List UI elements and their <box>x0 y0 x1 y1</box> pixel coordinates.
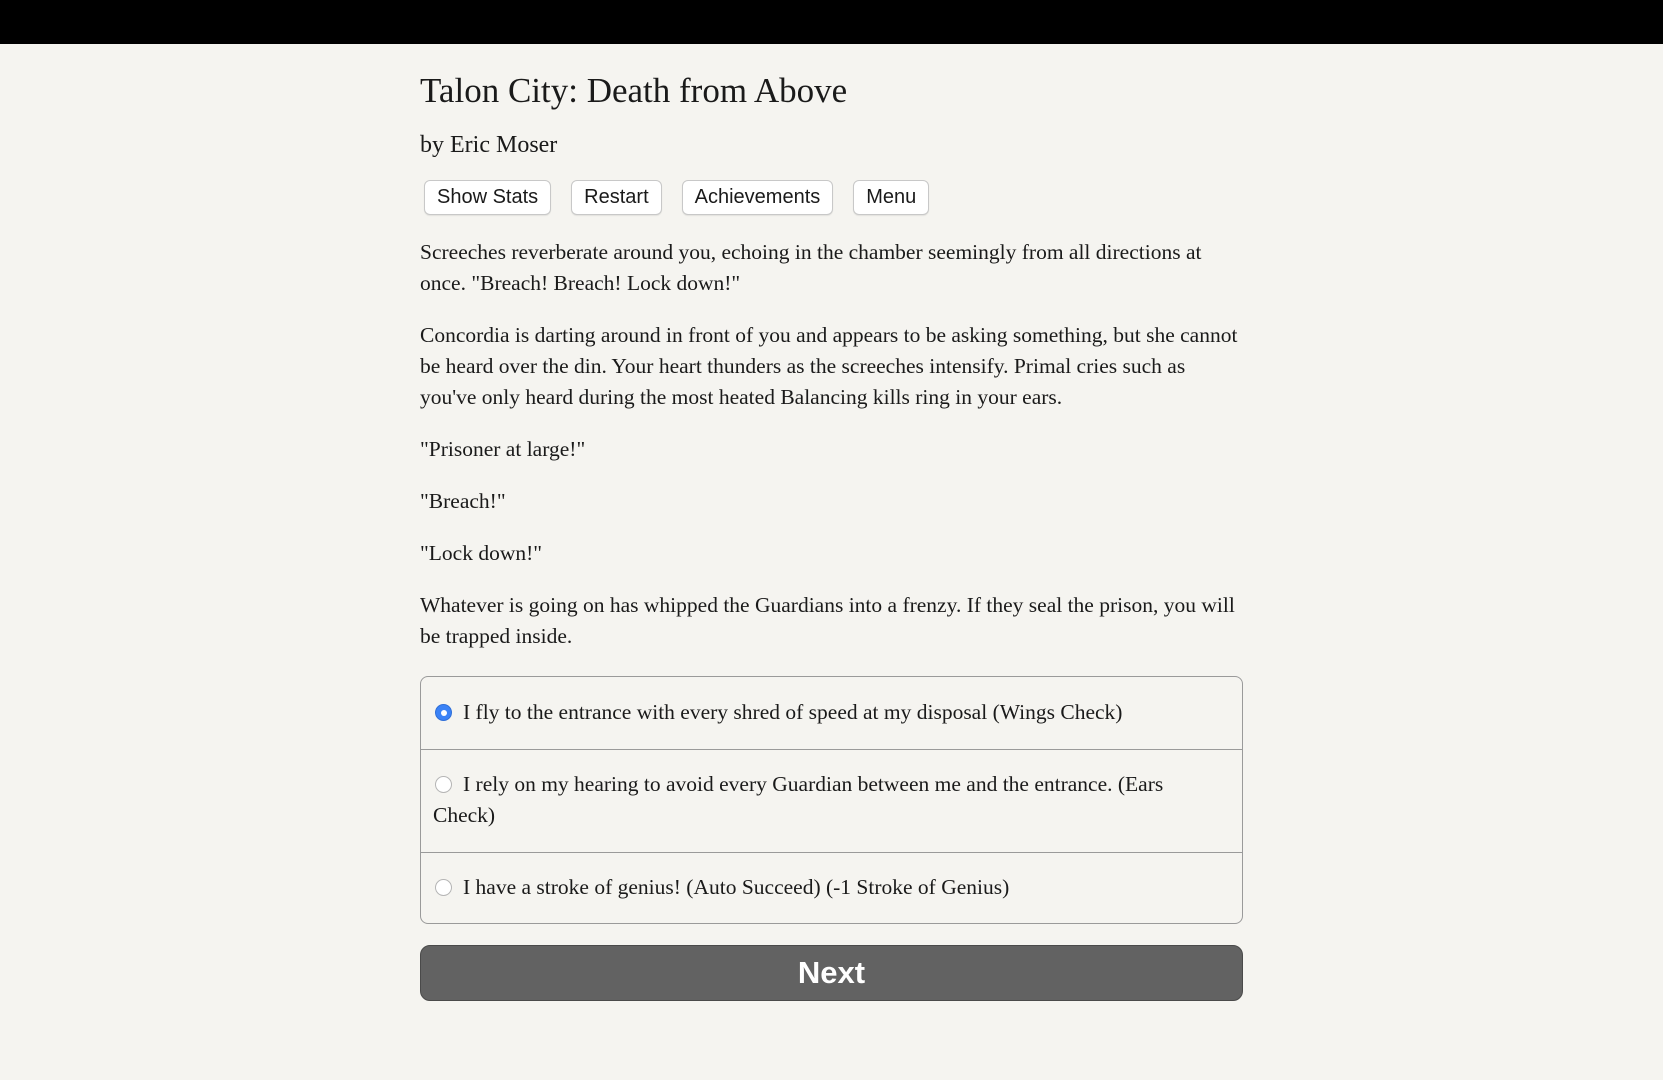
choice-list <box>420 676 1243 924</box>
show-stats-button[interactable]: Show Stats <box>424 180 551 215</box>
choice-option[interactable] <box>421 749 1242 852</box>
choice-label: I rely on my hearing to avoid every Guardian between me and the entrance. (Ears Check) <box>433 772 1164 827</box>
story-paragraph: Concordia is darting around in front of you and appears to be asking something, but she cannot be heard over the din. Your heart thunders as the screeches intensify. Primal cries such as you've only heard during the most heated Balancing kills ring in your ears. <box>420 323 1238 409</box>
story-text <box>420 237 1243 652</box>
story-paragraph: "Lock down!" <box>420 541 543 565</box>
story-paragraph: "Breach!" <box>420 489 506 513</box>
story-paragraph: Whatever is going on has whipped the Guardians into a frenzy. If they seal the prison, you will be trapped inside. <box>420 593 1235 648</box>
choice-label: I fly to the entrance with every shred of speed at my disposal (Wings Check) <box>463 700 1123 724</box>
achievements-button[interactable]: Achievements <box>682 180 834 215</box>
choice-option[interactable] <box>421 852 1242 923</box>
story-paragraph: Screeches reverberate around you, echoing in the chamber seemingly from all directions at once. "Breach! Breach! Lock down!" <box>420 240 1202 295</box>
game-container <box>420 44 1243 1001</box>
toolbar <box>424 180 1243 215</box>
game-author: by Eric Moser <box>420 132 558 158</box>
radio-unselected-icon[interactable] <box>435 879 452 896</box>
story-paragraph: "Prisoner at large!" <box>420 437 586 461</box>
radio-unselected-icon[interactable] <box>435 776 452 793</box>
restart-button[interactable]: Restart <box>571 180 661 215</box>
choice-option[interactable] <box>421 677 1242 749</box>
menu-button[interactable]: Menu <box>853 180 929 215</box>
next-button[interactable]: Next <box>420 945 1243 1001</box>
game-title: Talon City: Death from Above <box>420 71 848 110</box>
radio-selected-icon[interactable] <box>435 704 452 721</box>
choice-label: I have a stroke of genius! (Auto Succeed) (-1 Stroke of Genius) <box>463 875 1010 899</box>
top-bar <box>0 0 1663 44</box>
